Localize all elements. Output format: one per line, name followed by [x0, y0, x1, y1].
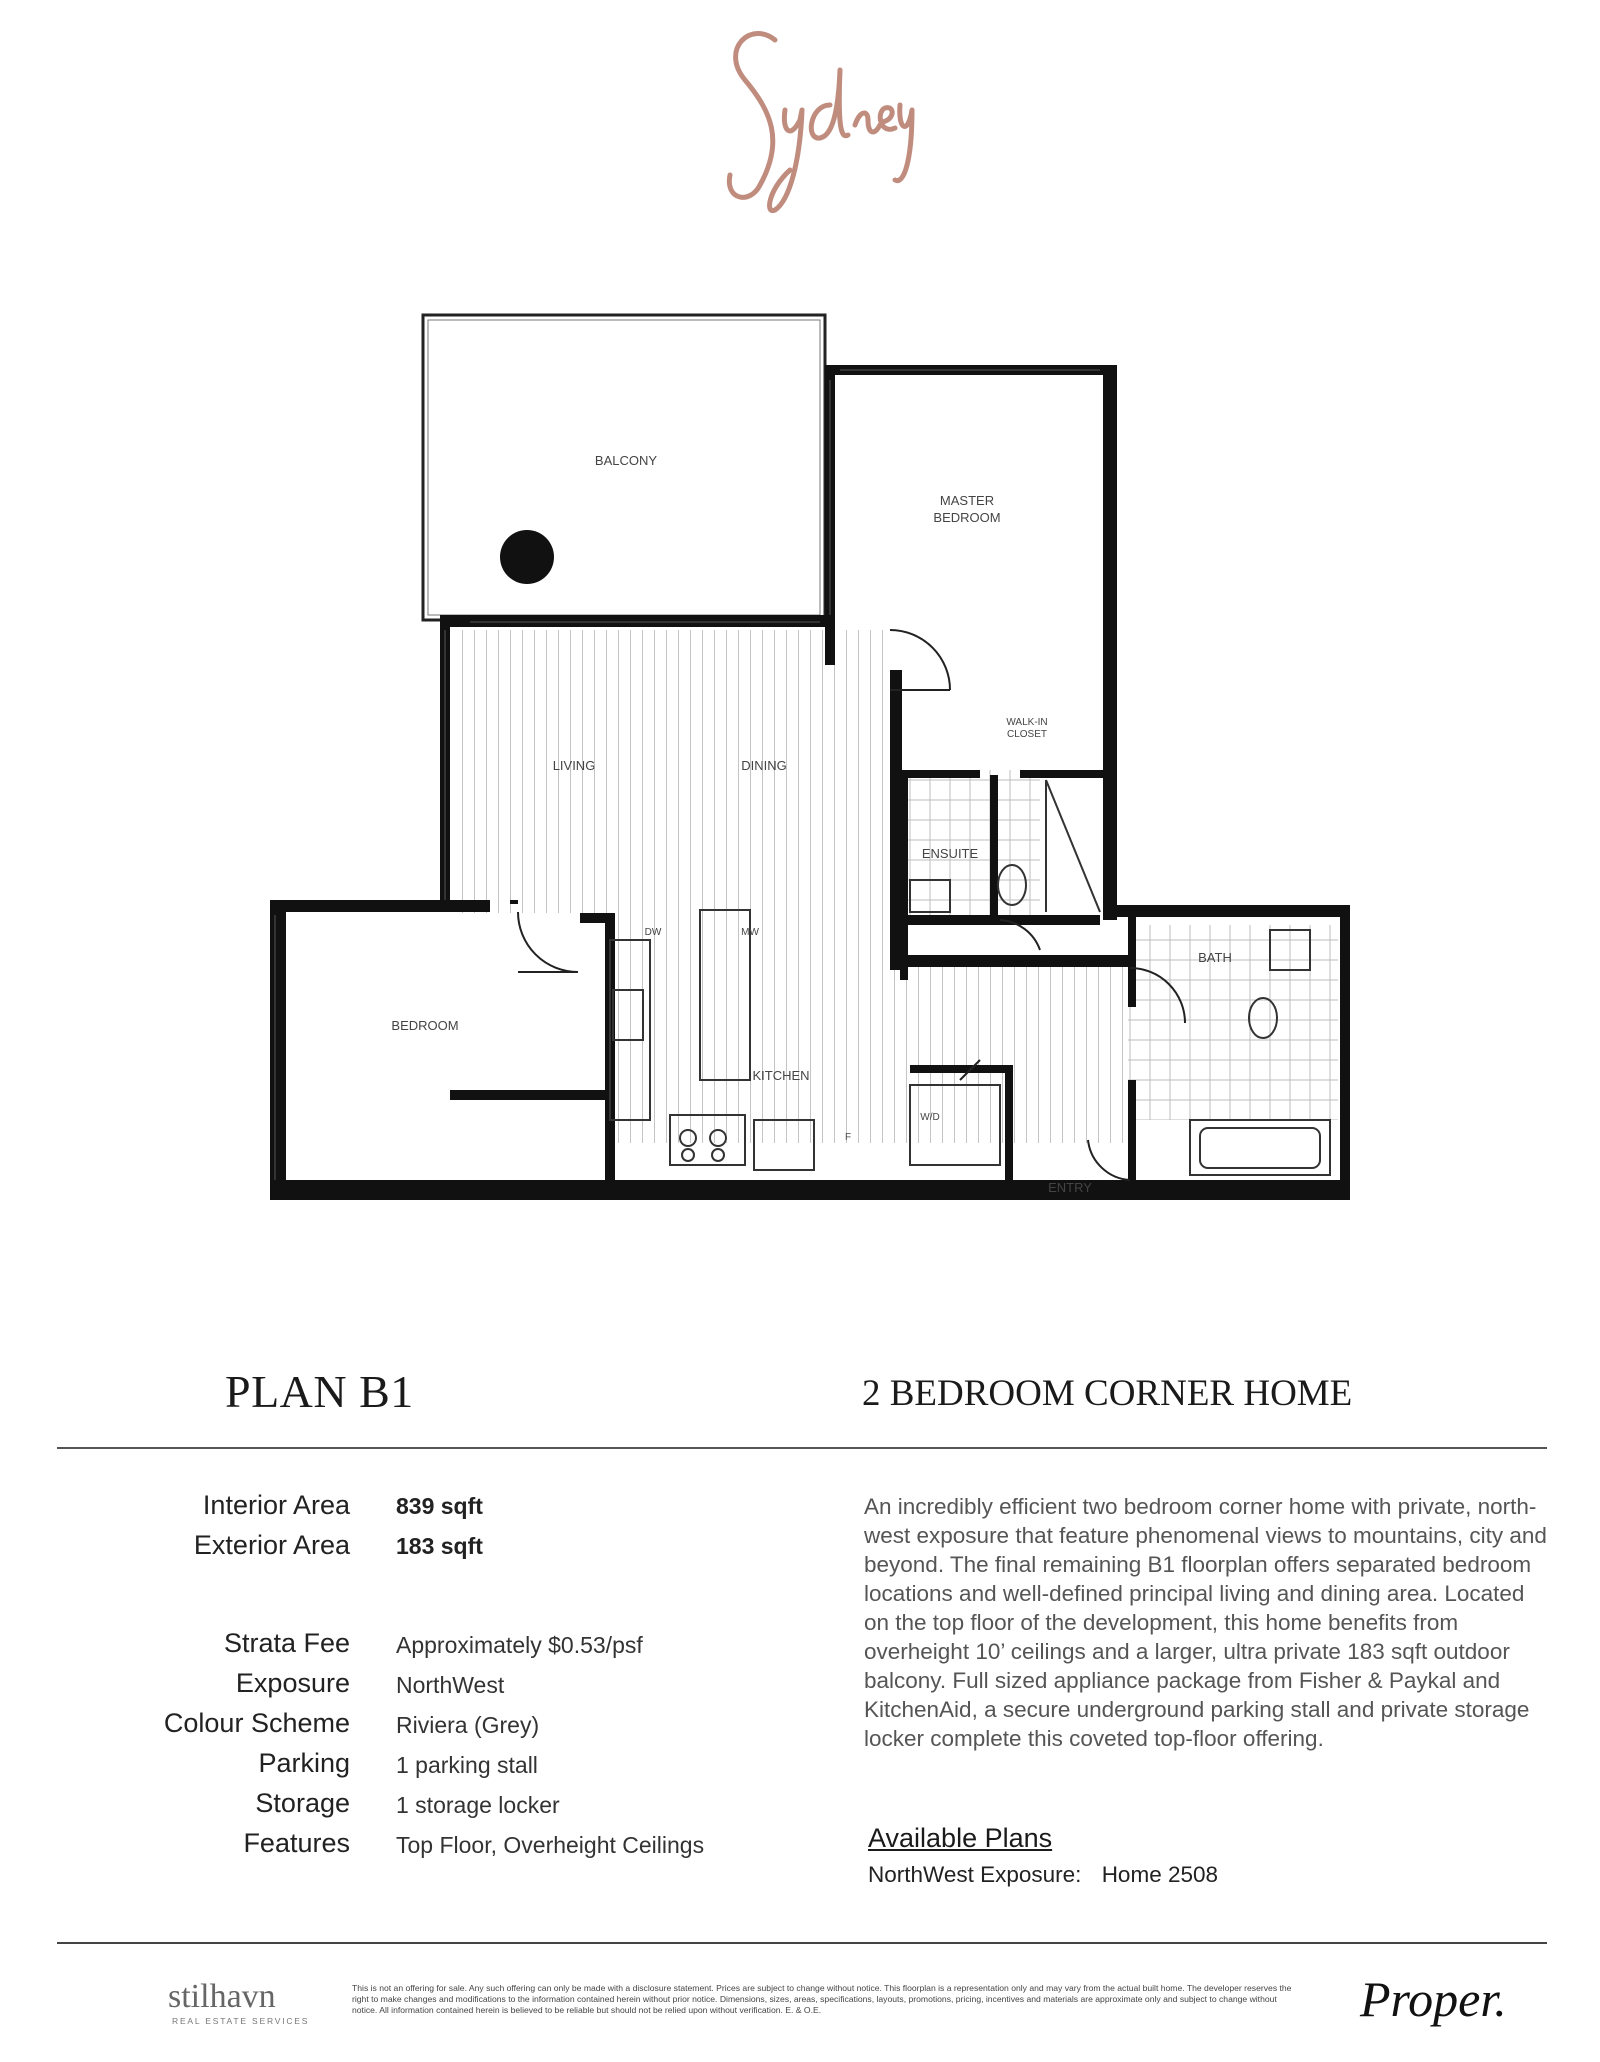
exterior-area-label: Exterior Area: [193, 1530, 350, 1560]
label-dining: DINING: [741, 758, 787, 773]
available-plans-heading: Available Plans: [868, 1823, 1053, 1853]
label-balcony: BALCONY: [594, 453, 658, 468]
label-mw: MW: [741, 927, 759, 938]
stilhavn-logo-subtitle: REAL ESTATE SERVICES: [172, 2016, 310, 2026]
features-label: Features: [243, 1828, 350, 1858]
label-bedroom: BEDROOM: [391, 1018, 459, 1033]
label-bath: BATH: [1198, 950, 1232, 965]
ensuite-floor: [900, 770, 1040, 920]
label-entry: ENTRY: [1048, 1180, 1092, 1195]
storage-label: Storage: [255, 1788, 350, 1818]
sydney-logo: [690, 10, 920, 230]
available-plans-row: [868, 1862, 1232, 1888]
disclaimer-text: This is not an offering for sale. Any such offering can only be made with a disclosure statement. Prices are subject to change without notice. This floorplan is a representation only and may vary from the actual built home. The developer reserves the right to make changes and modifications to the information contained herein without prior notice. Dimensions, sizes, areas, specifications, layouts, promotions, pricing, incentives and materials are approximate only and subject to change without notice. All information contained herein is believed to be reliable but should not be relied upon without verification. E. & O.E.: [352, 1983, 1292, 2015]
available-home: Home 2508: [1101, 1862, 1219, 1887]
label-master-bedroom-1: MASTER: [939, 493, 995, 508]
label-kitchen: KITCHEN: [752, 1068, 810, 1083]
bath-floor: [1128, 925, 1338, 1120]
parking-label: Parking: [258, 1748, 350, 1778]
colour-scheme-value: Riviera (Grey): [396, 1712, 540, 1738]
strata-fee-value: Approximately $0.53/psf: [396, 1632, 643, 1658]
divider-top: [57, 1447, 1547, 1449]
exposure-label: Exposure: [235, 1668, 350, 1698]
floorplan-drawing: [270, 300, 1350, 1200]
exterior-area-value: 183 sqft: [396, 1533, 483, 1559]
colour-scheme-label: Colour Scheme: [163, 1708, 350, 1738]
label-wd: W/D: [920, 1112, 940, 1123]
exposure-value: NorthWest: [396, 1672, 505, 1698]
label-dw: DW: [644, 927, 662, 938]
living-dining-floor: [458, 630, 888, 913]
stilhavn-logo: stilhavn: [168, 1978, 276, 2015]
parking-value: 1 parking stall: [396, 1752, 538, 1778]
label-walkin-2: CLOSET: [1006, 729, 1048, 740]
interior-area-value: 839 sqft: [396, 1493, 483, 1519]
home-type: 2 BEDROOM CORNER HOME: [862, 1373, 1353, 1414]
plan-title: PLAN B1: [225, 1366, 414, 1417]
storage-value: 1 storage locker: [396, 1792, 560, 1818]
available-exposure: NorthWest Exposure:: [868, 1862, 1082, 1887]
label-master-bedroom-2: BEDROOM: [933, 510, 1001, 525]
label-walkin-1: WALK-IN: [1006, 717, 1048, 728]
interior-area-label: Interior Area: [202, 1490, 350, 1520]
balcony-column: [500, 530, 554, 584]
svg-text:Proper.: Proper.: [1360, 1971, 1507, 2027]
strata-fee-label: Strata Fee: [223, 1628, 350, 1658]
divider-bottom: [57, 1942, 1547, 1944]
label-ensuite: ENSUITE: [921, 846, 979, 861]
label-living: LIVING: [552, 758, 596, 773]
label-f: F: [844, 1132, 852, 1143]
proper-logo: [1358, 1968, 1508, 2034]
features-value: Top Floor, Overheight Ceilings: [396, 1832, 705, 1858]
plan-description: An incredibly efficient two bedroom corner home with private, north-west exposure that feature phenomenal views to mountains, city and beyond. The final remaining B1 floorplan offers separated bedroom locations and well-defined principal living and dining area. Located on the top floor of the development, this home benefits from overheight 10’ ceilings and a larger, ultra private 183 sqft outdoor balcony. Full sized appliance package from Fisher & Paykal and KitchenAid, a secure underground parking stall and private storage locker complete this coveted top-floor offering.: [864, 1494, 1547, 1751]
